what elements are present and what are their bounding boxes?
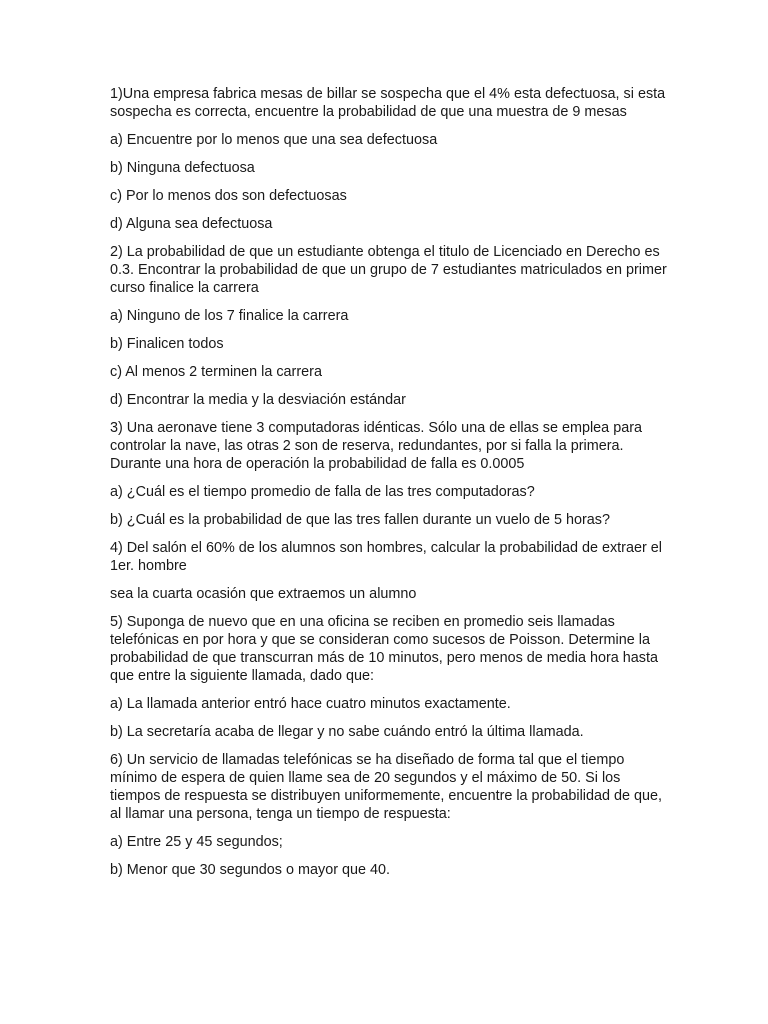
- problem-4-statement: 4) Del salón el 60% de los alumnos son hombres, calcular la probabilidad de extraer el 1er. hombre: [110, 540, 662, 574]
- problem-3-statement: 3) Una aeronave tiene 3 computadoras idénticas. Sólo una de ellas se emplea para controlar la nave, las otras 2 son de reserva, redundantes, por si falla la primera. Durante una hora de operación la probabilidad de falla es 0.0005: [110, 420, 642, 472]
- problem-1-item-c: c) Por lo menos dos son defectuosas: [110, 188, 347, 204]
- problem-5-statement: 5) Suponga de nuevo que en una oficina se reciben en promedio seis llamadas telefónicas en por hora y que se consideran como sucesos de Poisson. Determine la probabilidad de que transcurran más de 10 minutos, pero menos de media hora hasta que entre la siguiente llamada, dado que:: [110, 614, 658, 684]
- problem-5-item-a: a) La llamada anterior entró hace cuatro minutos exactamente.: [110, 696, 511, 712]
- problem-6-item-a: a) Entre 25 y 45 segundos;: [110, 834, 283, 850]
- problem-2-item-c: c) Al menos 2 terminen la carrera: [110, 364, 322, 380]
- problem-6-statement: 6) Un servicio de llamadas telefónicas se ha diseñado de forma tal que el tiempo mínimo de espera de quien llame sea de 20 segundos y el máximo de 50. Si los tiempos de respuesta se distribuyen uniformemente, encuentre la probabilidad de que, al llamar una persona, tenga un tiempo de respuesta:: [110, 752, 662, 822]
- problem-4-continuation: sea la cuarta ocasión que extraemos un alumno: [110, 586, 417, 602]
- problem-3-item-b: b) ¿Cuál es la probabilidad de que las tres fallen durante un vuelo de 5 horas?: [110, 512, 610, 528]
- problem-2-item-a: a) Ninguno de los 7 finalice la carrera: [110, 308, 349, 324]
- problem-5-item-b: b) La secretaría acaba de llegar y no sabe cuándo entró la última llamada.: [110, 724, 584, 740]
- problem-3-item-a: a) ¿Cuál es el tiempo promedio de falla de las tres computadoras?: [110, 484, 535, 500]
- problem-2-statement: 2) La probabilidad de que un estudiante obtenga el titulo de Licenciado en Derecho es 0.3. Encontrar la probabilidad de que un grupo de 7 estudiantes matriculados en primer curso finalice la carrera: [110, 244, 667, 296]
- problem-1-item-b: b) Ninguna defectuosa: [110, 160, 255, 176]
- problem-1-item-d: d) Alguna sea defectuosa: [110, 216, 273, 232]
- document-page: [110, 85, 670, 889]
- problem-2-item-d: d) Encontrar la media y la desviación estándar: [110, 392, 406, 408]
- problem-6-item-b: b) Menor que 30 segundos o mayor que 40.: [110, 862, 390, 878]
- problem-1-item-a: a) Encuentre por lo menos que una sea defectuosa: [110, 132, 438, 148]
- problem-1-statement: 1)Una empresa fabrica mesas de billar se sospecha que el 4% esta defectuosa, si esta sospecha es correcta, encuentre la probabilidad de que una muestra de 9 mesas: [110, 86, 666, 120]
- problem-2-item-b: b) Finalicen todos: [110, 336, 224, 352]
